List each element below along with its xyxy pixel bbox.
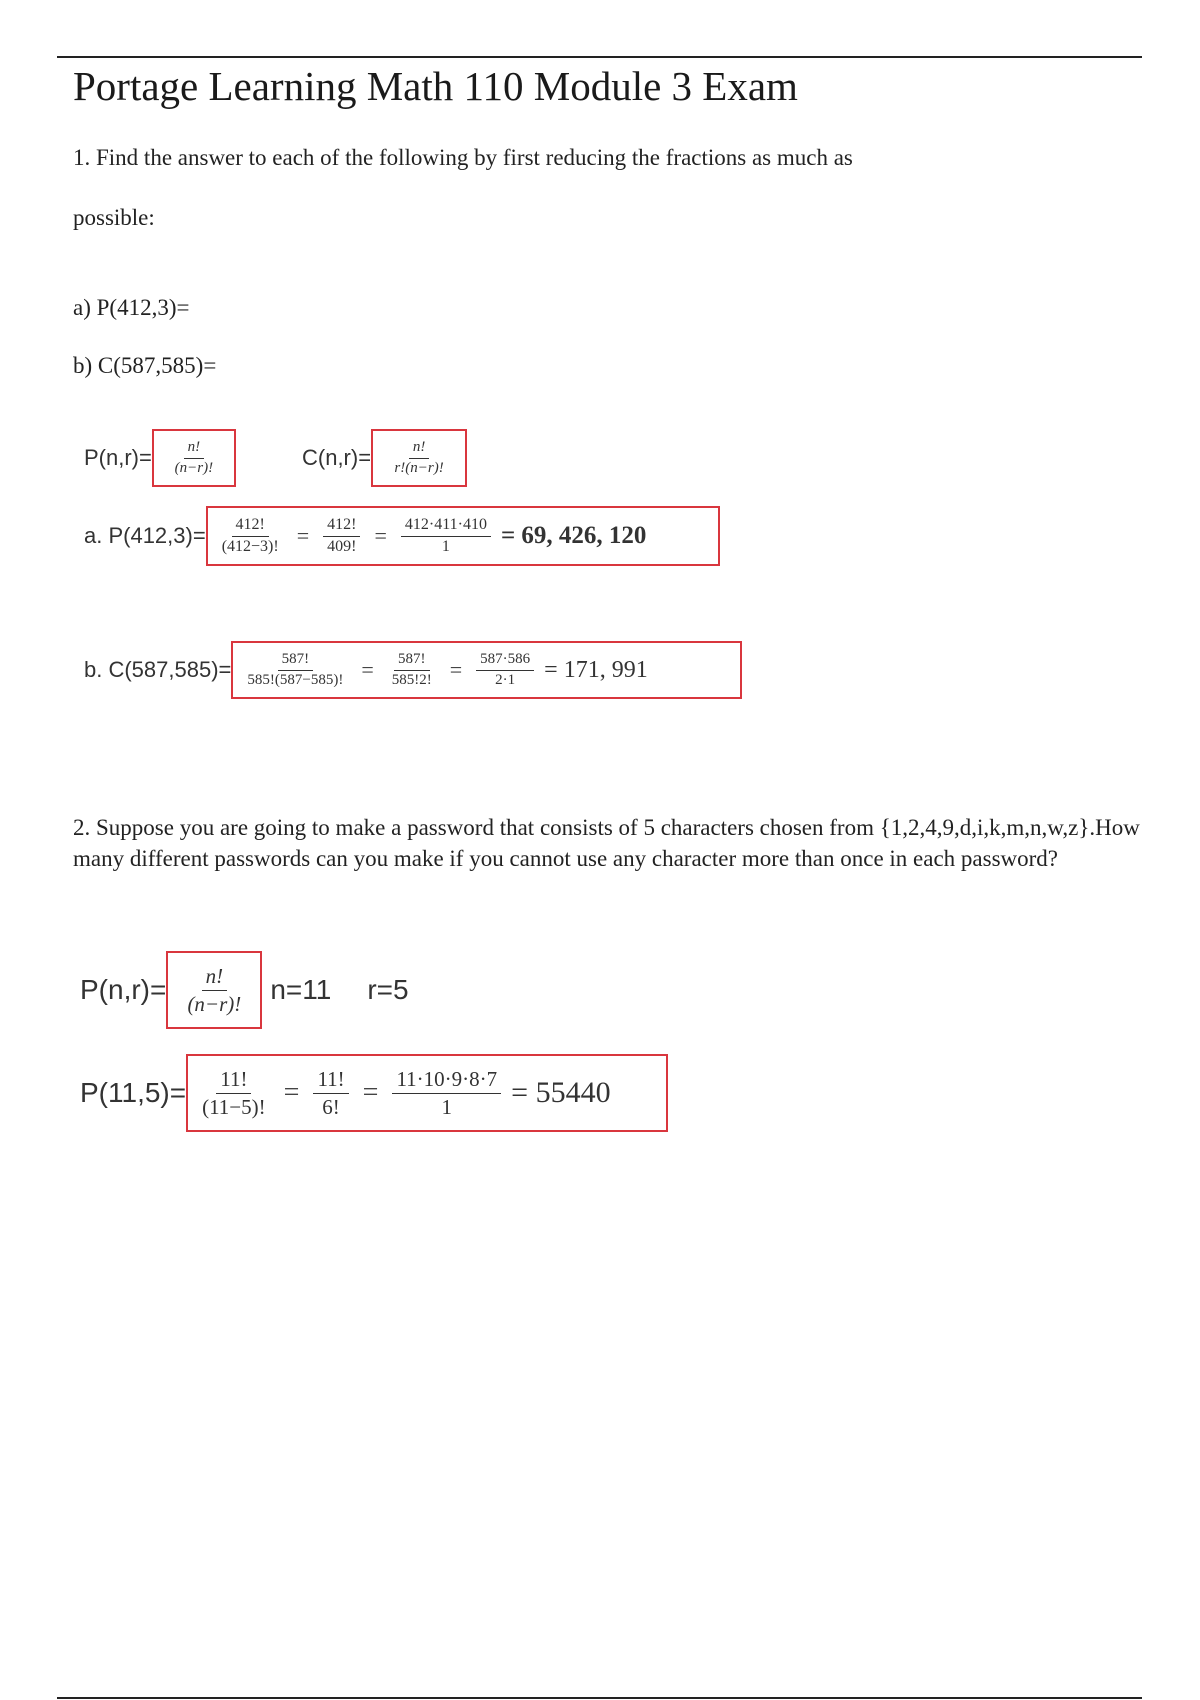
perm-formula-numerator: n!: [184, 439, 205, 458]
question-1-text-cont: possible:: [73, 205, 155, 230]
perm-formula-box: [152, 429, 236, 487]
fraction-numerator: 11!: [313, 1067, 348, 1093]
solution-2-result: = 55440: [511, 1076, 611, 1109]
fraction-numerator: 587!: [278, 651, 314, 670]
perm-formula-fraction-2: [183, 964, 245, 1015]
solution-b-result: = 171, 991: [544, 656, 648, 683]
equals-sign: =: [283, 1077, 300, 1108]
equals-sign: =: [361, 657, 374, 682]
question-1-text: 1. Find the answer to each of the following by first reducing the fractions as much as: [73, 145, 853, 170]
top-rule: [57, 56, 1142, 58]
fraction-numerator: 412·411·410: [401, 516, 491, 536]
r-value: r=5: [367, 974, 409, 1005]
fraction-numerator: 412!: [323, 516, 360, 536]
perm-formula-numerator-2: n!: [202, 964, 228, 990]
equals-sign: =: [449, 657, 463, 682]
solution-a-fraction-3: [401, 516, 491, 556]
solution-2: [80, 1054, 668, 1132]
solution-a-box: [206, 506, 720, 566]
solution-b-box: [231, 641, 742, 699]
fraction-denominator: (412−3)!: [221, 537, 279, 555]
solution-a-fraction-1: [218, 516, 283, 556]
comb-formula-box: [371, 429, 467, 487]
fraction-numerator: 11·10·9·8·7: [392, 1067, 501, 1093]
comb-formula-numerator: n!: [409, 439, 430, 458]
fraction-denominator: 585!2!: [391, 671, 432, 688]
equals-sign: =: [362, 1077, 379, 1108]
perm-formula-denominator: (n−r)!: [174, 459, 214, 476]
fraction-numerator: 587!: [394, 651, 430, 670]
perm-formula-label-2: P(n,r)=: [80, 974, 167, 1005]
combination-formula: [302, 429, 467, 487]
solution-a-fraction-2: [323, 516, 360, 556]
equals-sign: =: [296, 523, 310, 548]
bottom-rule: [57, 1697, 1142, 1699]
solution-a: [84, 506, 720, 566]
solution-2-fraction-1: [198, 1067, 270, 1118]
question-1-part-a: a) P(412,3)=: [73, 295, 190, 320]
equals-sign: =: [374, 523, 387, 548]
question-1-part-b: b) C(587,585)=: [73, 353, 217, 378]
fraction-denominator: (11−5)!: [202, 1094, 266, 1119]
solution-b-fraction-1: [243, 651, 347, 689]
solution-2-label: P(11,5)=: [80, 1077, 187, 1108]
fraction-denominator: 585!(587−585)!: [247, 671, 344, 688]
comb-formula-fraction: [390, 439, 447, 477]
solution-b-fraction-2: [388, 651, 436, 689]
n-value: n=11: [270, 974, 332, 1005]
solution-2-fraction-3: [392, 1067, 501, 1118]
perm-formula-denominator-2: (n−r)!: [187, 991, 242, 1016]
comb-formula-denominator: r!(n−r)!: [394, 459, 444, 476]
fraction-denominator: 1: [441, 537, 450, 555]
solution-2-fraction-2: [313, 1067, 348, 1118]
solution-a-label: a. P(412,3)=: [84, 523, 206, 548]
fraction-denominator: 2·1: [495, 671, 516, 688]
page-title: Portage Learning Math 110 Module 3 Exam: [73, 63, 798, 109]
question-2-text: 2. Suppose you are going to make a password that consists of 5 characters chosen from {1,2,4,9,d,i,k,m,n,w,z}.How many different passwords can you make if you cannot use any character more than once in each password?: [73, 815, 1140, 871]
comb-formula-label: C(n,r)=: [302, 445, 372, 470]
solution-b-label: b. C(587,585)=: [84, 657, 232, 682]
solution-b: [84, 641, 742, 699]
solution-2-box: [186, 1054, 668, 1132]
fraction-numerator: 11!: [216, 1067, 251, 1093]
fraction-numerator: 412!: [232, 516, 269, 536]
fraction-denominator: 6!: [322, 1094, 340, 1119]
solution-a-result: = 69, 426, 120: [500, 522, 647, 549]
fraction-numerator: 587·586: [476, 651, 534, 670]
solution-2-formula: [80, 951, 409, 1029]
fraction-denominator: 409!: [327, 537, 357, 555]
solution-b-fraction-3: [476, 651, 534, 689]
permutation-formula: [84, 429, 236, 487]
perm-formula-box-2: [166, 951, 262, 1029]
perm-formula-fraction: [171, 439, 217, 477]
perm-formula-label: P(n,r)=: [84, 445, 152, 470]
fraction-denominator: 1: [441, 1094, 453, 1119]
